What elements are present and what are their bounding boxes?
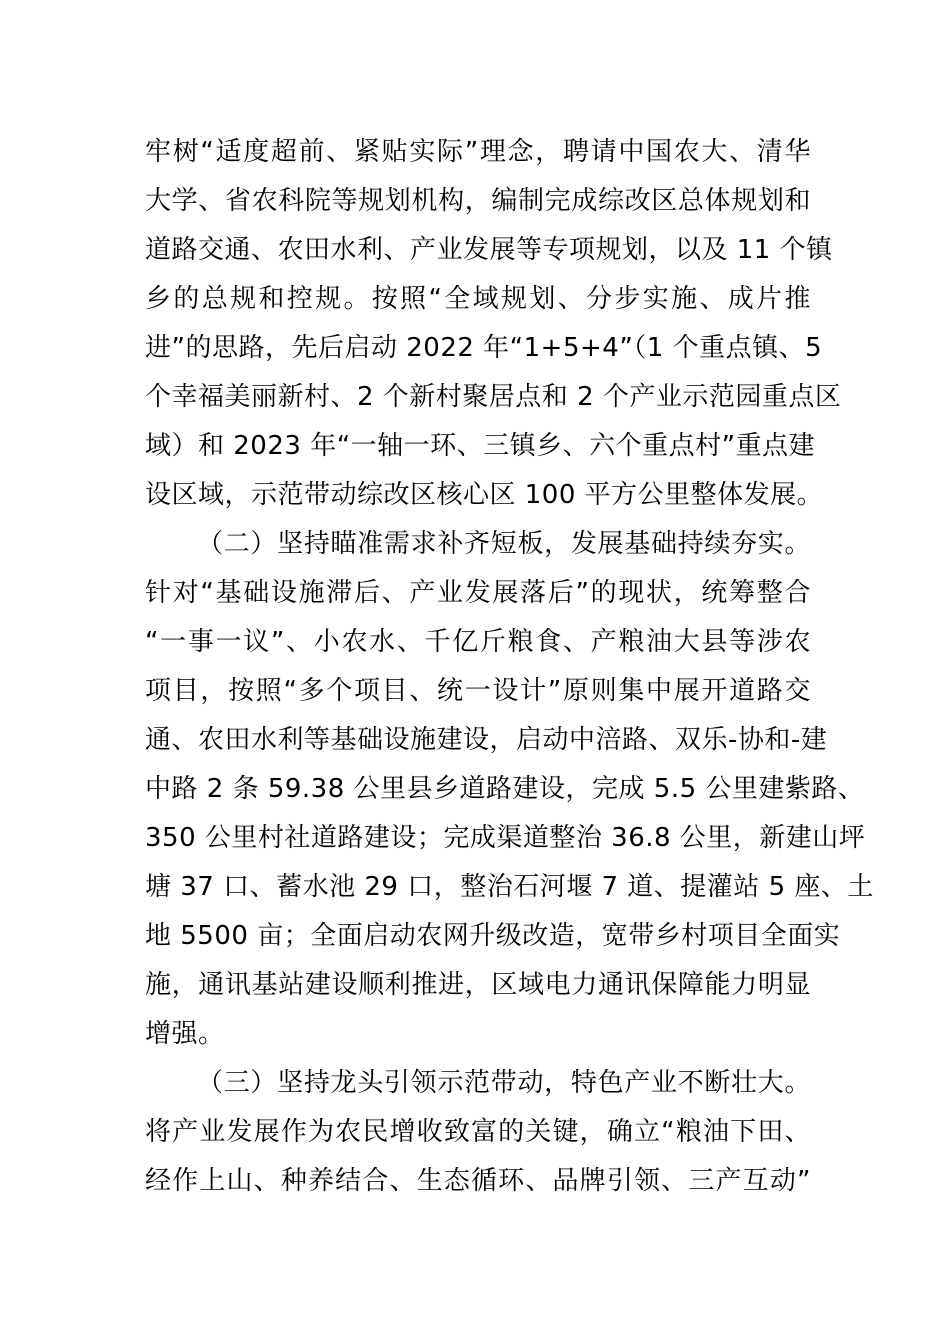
text-line: 塘 37 口、蓄水池 29 口，整治石河堰 7 道、提灌站 5 座、土 xyxy=(145,872,874,902)
body-text xyxy=(145,128,874,1206)
section-heading-2: （二）坚持瞄准需求补齐短板，发展基础持续夯实。 xyxy=(197,529,811,559)
text-line: 道路交通、农田水利、产业发展等专项规划，以及 11 个镇 xyxy=(145,235,833,265)
text-line: 经作上山、种养结合、生态循环、品牌引领、三产互动” xyxy=(145,1166,811,1196)
text-line: 乡的总规和控规。按照“全域规划、分步实施、成片推 xyxy=(145,284,811,314)
text-line: “一事一议”、小农水、千亿斤粮食、产粮油大县等涉农 xyxy=(145,627,811,657)
text-line: 项目，按照“多个项目、统一设计”原则集中展开道路交 xyxy=(145,676,811,706)
text-line: 大学、省农科院等规划机构，编制完成综改区总体规划和 xyxy=(145,186,811,216)
text-line: 350 公里村社道路建设；完成渠道整治 36.8 公里，新建山坪 xyxy=(145,823,866,853)
text-line: 通、农田水利等基础设施建设，启动中涪路、双乐-协和-建 xyxy=(145,725,828,755)
text-line: 针对“基础设施滞后、产业发展落后”的现状，统筹整合 xyxy=(145,578,811,608)
section-heading-3: （三）坚持龙头引领示范带动，特色产业不断壮大。 xyxy=(197,1068,811,1098)
text-line: 中路 2 条 59.38 公里县乡道路建设，完成 5.5 公里建紫路、 xyxy=(145,774,865,804)
text-line: 进”的思路，先后启动 2022 年“1+5+4”（1 个重点镇、5 xyxy=(145,333,823,363)
text-line: 域）和 2023 年“一轴一环、三镇乡、六个重点村”重点建 xyxy=(145,431,816,461)
text-line: 增强。 xyxy=(145,1019,225,1049)
text-line: 将产业发展作为农民增收致富的关键，确立“粮油下田、 xyxy=(145,1117,811,1147)
text-line: 设区域，示范带动综改区核心区 100 平方公里整体发展。 xyxy=(145,480,824,510)
text-line: 牢树“适度超前、紧贴实际”理念，聘请中国农大、清华 xyxy=(145,137,811,167)
text-line: 地 5500 亩；全面启动农网升级改造，宽带乡村项目全面实 xyxy=(145,921,841,951)
text-line: 施，通讯基站建设顺利推进，区域电力通讯保障能力明显 xyxy=(145,970,811,1000)
text-line: 个幸福美丽新村、2 个新村聚居点和 2 个产业示范园重点区 xyxy=(145,382,842,412)
